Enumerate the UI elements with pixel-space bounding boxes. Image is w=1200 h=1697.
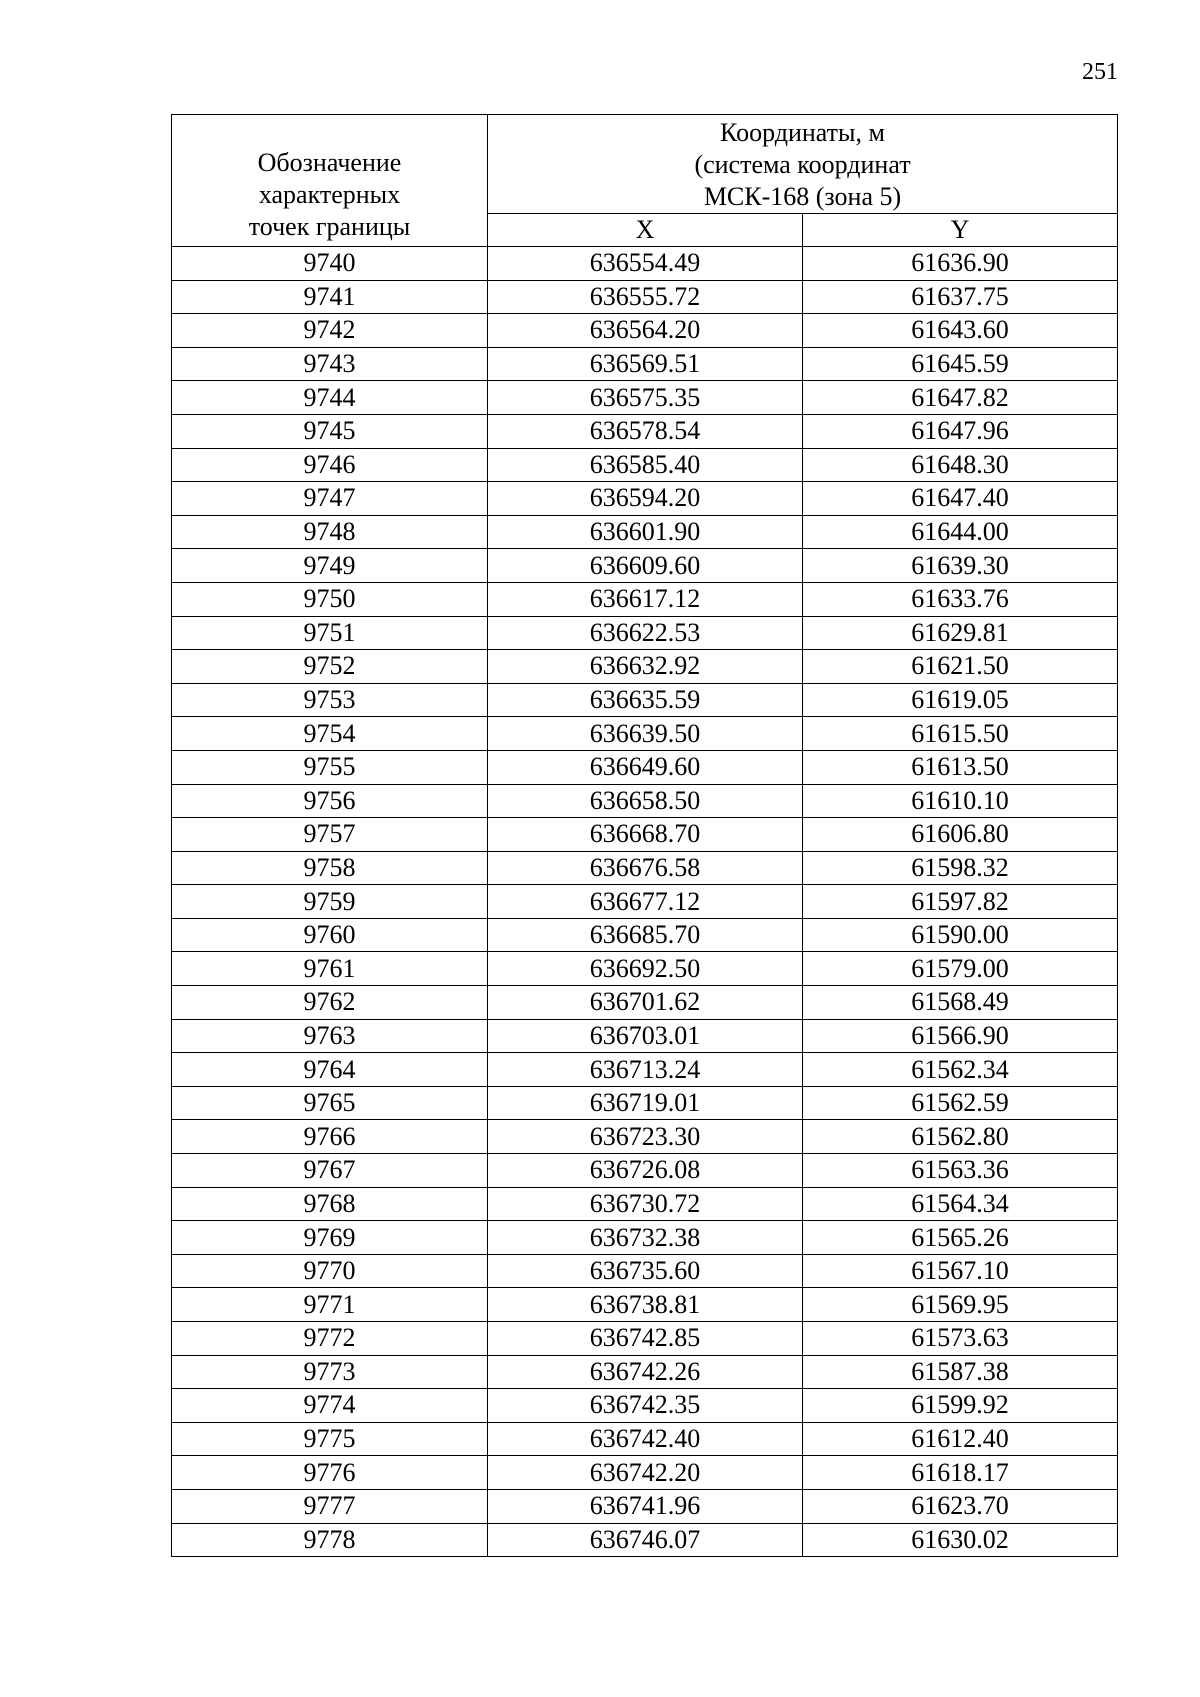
table-row bbox=[172, 1422, 1118, 1456]
point-id-cell: 9750 bbox=[172, 582, 488, 616]
point-id-cell: 9754 bbox=[172, 717, 488, 751]
y-coordinate-cell: 61645.59 bbox=[803, 347, 1118, 381]
x-coordinate-cell: 636668.70 bbox=[488, 818, 803, 852]
x-coordinate-cell: 636701.62 bbox=[488, 986, 803, 1020]
x-coordinate-cell: 636738.81 bbox=[488, 1288, 803, 1322]
x-coordinate-cell: 636594.20 bbox=[488, 482, 803, 516]
header-line: точек границы bbox=[248, 211, 411, 241]
x-coordinate-cell: 636742.85 bbox=[488, 1322, 803, 1356]
y-coordinate-cell: 61644.00 bbox=[803, 515, 1118, 549]
table-row bbox=[172, 448, 1118, 482]
x-coordinate-cell: 636742.20 bbox=[488, 1456, 803, 1490]
y-coordinate-cell: 61633.76 bbox=[803, 582, 1118, 616]
x-coordinate-cell: 636713.24 bbox=[488, 1053, 803, 1087]
table-row bbox=[172, 582, 1118, 616]
point-id-cell: 9755 bbox=[172, 750, 488, 784]
table-row bbox=[172, 1053, 1118, 1087]
coordinates-table bbox=[171, 114, 1118, 1557]
point-id-cell: 9753 bbox=[172, 683, 488, 717]
y-coordinate-cell: 61598.32 bbox=[803, 851, 1118, 885]
table-row bbox=[172, 1456, 1118, 1490]
y-column-header: Y bbox=[803, 214, 1118, 247]
x-coordinate-cell: 636601.90 bbox=[488, 515, 803, 549]
point-id-cell: 9760 bbox=[172, 918, 488, 952]
table-row bbox=[172, 1288, 1118, 1322]
point-id-cell: 9743 bbox=[172, 347, 488, 381]
header-line: МСК-168 (зона 5) bbox=[703, 182, 902, 211]
x-coordinate-cell: 636676.58 bbox=[488, 851, 803, 885]
x-coordinate-cell: 636649.60 bbox=[488, 750, 803, 784]
point-id-cell: 9773 bbox=[172, 1355, 488, 1389]
table-row bbox=[172, 952, 1118, 986]
table-row bbox=[172, 381, 1118, 415]
point-id-cell: 9774 bbox=[172, 1389, 488, 1423]
x-coordinate-cell: 636742.40 bbox=[488, 1422, 803, 1456]
y-coordinate-cell: 61567.10 bbox=[803, 1254, 1118, 1288]
x-coordinate-cell: 636575.35 bbox=[488, 381, 803, 415]
y-coordinate-cell: 61562.59 bbox=[803, 1086, 1118, 1120]
y-coordinate-cell: 61613.50 bbox=[803, 750, 1118, 784]
x-column-header: X bbox=[488, 214, 803, 247]
point-id-cell: 9771 bbox=[172, 1288, 488, 1322]
point-id-cell: 9770 bbox=[172, 1254, 488, 1288]
x-coordinate-cell: 636554.49 bbox=[488, 247, 803, 281]
y-coordinate-cell: 61615.50 bbox=[803, 717, 1118, 751]
table-row bbox=[172, 1489, 1118, 1523]
table-row bbox=[172, 784, 1118, 818]
point-id-cell: 9752 bbox=[172, 650, 488, 684]
table-row bbox=[172, 347, 1118, 381]
point-id-cell: 9763 bbox=[172, 1019, 488, 1053]
point-id-cell: 9740 bbox=[172, 247, 488, 281]
x-coordinate-cell: 636742.26 bbox=[488, 1355, 803, 1389]
table-row bbox=[172, 616, 1118, 650]
y-coordinate-cell: 61612.40 bbox=[803, 1422, 1118, 1456]
y-coordinate-cell: 61648.30 bbox=[803, 448, 1118, 482]
header-line: Координаты, м bbox=[720, 118, 885, 147]
y-coordinate-cell: 61564.34 bbox=[803, 1187, 1118, 1221]
y-coordinate-cell: 61630.02 bbox=[803, 1523, 1118, 1557]
point-id-cell: 9777 bbox=[172, 1489, 488, 1523]
x-coordinate-cell: 636735.60 bbox=[488, 1254, 803, 1288]
x-coordinate-cell: 636692.50 bbox=[488, 952, 803, 986]
y-coordinate-cell: 61621.50 bbox=[803, 650, 1118, 684]
y-coordinate-cell: 61568.49 bbox=[803, 986, 1118, 1020]
point-id-cell: 9768 bbox=[172, 1187, 488, 1221]
point-id-cell: 9745 bbox=[172, 414, 488, 448]
table-row bbox=[172, 818, 1118, 852]
point-id-cell: 9749 bbox=[172, 549, 488, 583]
point-id-cell: 9776 bbox=[172, 1456, 488, 1490]
y-coordinate-cell: 61565.26 bbox=[803, 1221, 1118, 1255]
table-row bbox=[172, 1120, 1118, 1154]
point-id-cell: 9747 bbox=[172, 482, 488, 516]
table-row bbox=[172, 1187, 1118, 1221]
table-row bbox=[172, 1523, 1118, 1557]
y-coordinate-cell: 61637.75 bbox=[803, 280, 1118, 314]
point-designation-header bbox=[172, 115, 488, 247]
table-row bbox=[172, 549, 1118, 583]
table-row bbox=[172, 1355, 1118, 1389]
x-coordinate-cell: 636732.38 bbox=[488, 1221, 803, 1255]
coordinates-header bbox=[488, 115, 1118, 214]
table-row bbox=[172, 1322, 1118, 1356]
point-id-cell: 9761 bbox=[172, 952, 488, 986]
y-coordinate-cell: 61563.36 bbox=[803, 1154, 1118, 1188]
x-coordinate-cell: 636723.30 bbox=[488, 1120, 803, 1154]
table-row bbox=[172, 918, 1118, 952]
table-row bbox=[172, 482, 1118, 516]
x-coordinate-cell: 636742.35 bbox=[488, 1389, 803, 1423]
point-id-cell: 9758 bbox=[172, 851, 488, 885]
y-coordinate-cell: 61569.95 bbox=[803, 1288, 1118, 1322]
table-body bbox=[172, 247, 1118, 1557]
point-id-cell: 9766 bbox=[172, 1120, 488, 1154]
y-coordinate-cell: 61629.81 bbox=[803, 616, 1118, 650]
y-coordinate-cell: 61619.05 bbox=[803, 683, 1118, 717]
y-coordinate-cell: 61562.34 bbox=[803, 1053, 1118, 1087]
point-id-cell: 9772 bbox=[172, 1322, 488, 1356]
table-row bbox=[172, 885, 1118, 919]
x-coordinate-cell: 636719.01 bbox=[488, 1086, 803, 1120]
y-coordinate-cell: 61599.92 bbox=[803, 1389, 1118, 1423]
x-coordinate-cell: 636658.50 bbox=[488, 784, 803, 818]
y-coordinate-cell: 61579.00 bbox=[803, 952, 1118, 986]
x-coordinate-cell: 636555.72 bbox=[488, 280, 803, 314]
point-id-cell: 9742 bbox=[172, 314, 488, 348]
y-coordinate-cell: 61643.60 bbox=[803, 314, 1118, 348]
x-coordinate-cell: 636569.51 bbox=[488, 347, 803, 381]
table-row bbox=[172, 851, 1118, 885]
point-id-cell: 9748 bbox=[172, 515, 488, 549]
table-row bbox=[172, 1254, 1118, 1288]
point-id-cell: 9741 bbox=[172, 280, 488, 314]
point-id-cell: 9757 bbox=[172, 818, 488, 852]
point-id-cell: 9764 bbox=[172, 1053, 488, 1087]
table-row bbox=[172, 280, 1118, 314]
x-coordinate-cell: 636730.72 bbox=[488, 1187, 803, 1221]
point-id-cell: 9767 bbox=[172, 1154, 488, 1188]
y-coordinate-cell: 61639.30 bbox=[803, 549, 1118, 583]
point-id-cell: 9775 bbox=[172, 1422, 488, 1456]
y-coordinate-cell: 61636.90 bbox=[803, 247, 1118, 281]
table-row bbox=[172, 986, 1118, 1020]
x-coordinate-cell: 636622.53 bbox=[488, 616, 803, 650]
y-coordinate-cell: 61606.80 bbox=[803, 818, 1118, 852]
y-coordinate-cell: 61597.82 bbox=[803, 885, 1118, 919]
table-row bbox=[172, 314, 1118, 348]
x-coordinate-cell: 636564.20 bbox=[488, 314, 803, 348]
table-row bbox=[172, 1389, 1118, 1423]
table-row bbox=[172, 717, 1118, 751]
y-coordinate-cell: 61566.90 bbox=[803, 1019, 1118, 1053]
table-row bbox=[172, 750, 1118, 784]
table-row bbox=[172, 247, 1118, 281]
y-coordinate-cell: 61573.63 bbox=[803, 1322, 1118, 1356]
y-coordinate-cell: 61623.70 bbox=[803, 1489, 1118, 1523]
header-line: Обозначение bbox=[257, 147, 402, 177]
table-row bbox=[172, 414, 1118, 448]
point-id-cell: 9769 bbox=[172, 1221, 488, 1255]
y-coordinate-cell: 61647.40 bbox=[803, 482, 1118, 516]
page-number: 251 bbox=[1082, 59, 1118, 85]
x-coordinate-cell: 636635.59 bbox=[488, 683, 803, 717]
x-coordinate-cell: 636609.60 bbox=[488, 549, 803, 583]
point-id-cell: 9756 bbox=[172, 784, 488, 818]
x-coordinate-cell: 636585.40 bbox=[488, 448, 803, 482]
table-row bbox=[172, 1019, 1118, 1053]
y-coordinate-cell: 61562.80 bbox=[803, 1120, 1118, 1154]
x-coordinate-cell: 636746.07 bbox=[488, 1523, 803, 1557]
point-id-cell: 9778 bbox=[172, 1523, 488, 1557]
point-id-cell: 9746 bbox=[172, 448, 488, 482]
point-id-cell: 9751 bbox=[172, 616, 488, 650]
y-coordinate-cell: 61618.17 bbox=[803, 1456, 1118, 1490]
y-coordinate-cell: 61587.38 bbox=[803, 1355, 1118, 1389]
x-coordinate-cell: 636617.12 bbox=[488, 582, 803, 616]
table-row bbox=[172, 1086, 1118, 1120]
y-coordinate-cell: 61647.82 bbox=[803, 381, 1118, 415]
point-id-cell: 9762 bbox=[172, 986, 488, 1020]
y-coordinate-cell: 61590.00 bbox=[803, 918, 1118, 952]
x-coordinate-cell: 636685.70 bbox=[488, 918, 803, 952]
x-coordinate-cell: 636677.12 bbox=[488, 885, 803, 919]
y-coordinate-cell: 61647.96 bbox=[803, 414, 1118, 448]
x-coordinate-cell: 636632.92 bbox=[488, 650, 803, 684]
header-line: характерных bbox=[258, 179, 401, 209]
x-coordinate-cell: 636703.01 bbox=[488, 1019, 803, 1053]
table-header bbox=[172, 115, 1118, 247]
x-coordinate-cell: 636726.08 bbox=[488, 1154, 803, 1188]
point-id-cell: 9759 bbox=[172, 885, 488, 919]
table-row bbox=[172, 650, 1118, 684]
point-id-cell: 9744 bbox=[172, 381, 488, 415]
table-row bbox=[172, 1221, 1118, 1255]
x-coordinate-cell: 636741.96 bbox=[488, 1489, 803, 1523]
table-row bbox=[172, 515, 1118, 549]
point-id-cell: 9765 bbox=[172, 1086, 488, 1120]
x-coordinate-cell: 636578.54 bbox=[488, 414, 803, 448]
header-line: (система координат bbox=[694, 150, 911, 179]
table-row bbox=[172, 683, 1118, 717]
table-row bbox=[172, 1154, 1118, 1188]
y-coordinate-cell: 61610.10 bbox=[803, 784, 1118, 818]
x-coordinate-cell: 636639.50 bbox=[488, 717, 803, 751]
